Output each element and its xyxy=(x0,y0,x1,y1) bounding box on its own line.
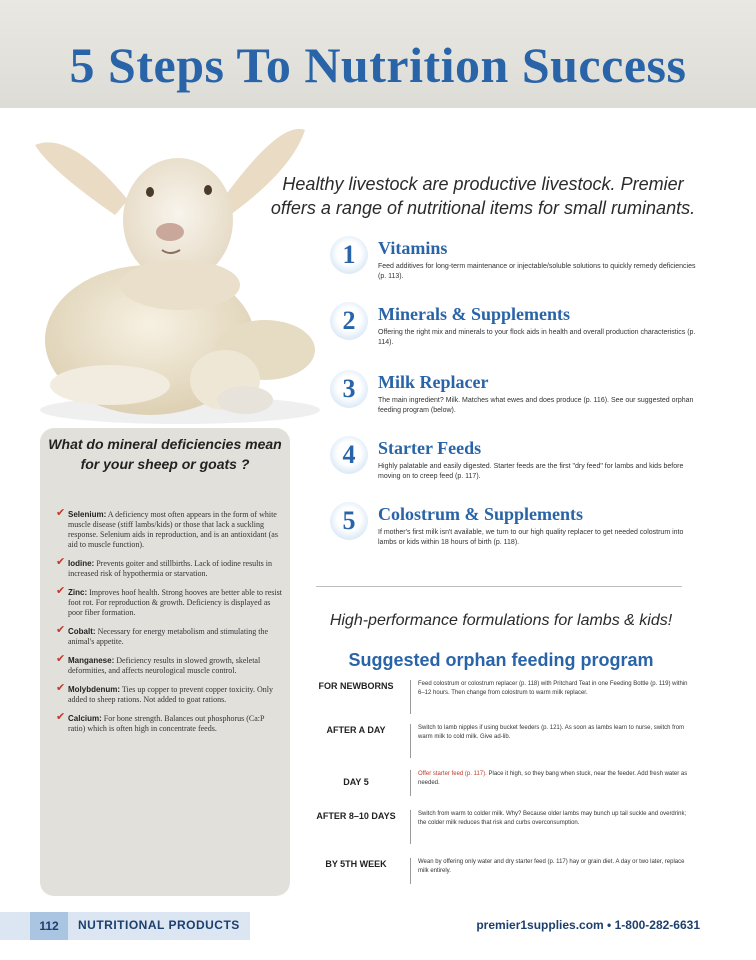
step-title: Minerals & Supplements xyxy=(378,304,571,324)
step-description: Offering the right mix and minerals to your flock aids in health and overall production characteristics (p. 114). xyxy=(378,329,696,346)
check-icon: ✔ xyxy=(56,652,66,665)
deficiency-item xyxy=(56,623,282,647)
step-description: Highly palatable and easily digested. Starter feeds are the first "dry feed" for lambs and kids before moving on to creep feed (p. 117). xyxy=(378,463,684,480)
mineral-description: Improves hoof health. Strong hooves are better able to resist foot rot. For reproduction & growth. Deficiency is displayed as poor fiber formation. xyxy=(68,588,282,617)
deficiency-item xyxy=(56,506,282,550)
deficiency-item xyxy=(56,555,282,579)
intro-text: Healthy livestock are productive livestock. Premier offers a range of nutritional items for small ruminants. xyxy=(270,174,696,218)
mineral-description: Necessary for energy metabolism and stimulating the animal's appetite. xyxy=(68,627,269,646)
step-description: If mother's first milk isn't available, we turn to our high quality replacer to get needed colostrum into lambs or kids within 18 hours of birth (p. 118). xyxy=(378,529,684,546)
mineral-description: Ties up copper to prevent copper toxicity. Only added to sheep rations. Not added to goat rations. xyxy=(68,685,274,704)
feeding-instructions: Switch from warm to colder milk. Why? Because older lambs may bunch up tail suckle and overdrink; the colder milk reduces that risk and curbs overconsumption. xyxy=(418,811,687,826)
mineral-name: Manganese: xyxy=(68,656,115,665)
deficiency-item xyxy=(56,652,282,676)
row-separator xyxy=(410,680,411,714)
mineral-description: Deficiency results in slowed growth, skeletal deformities, and affects neurological muscle control. xyxy=(68,656,261,675)
feeding-instructions: Switch to lamb nipples if using bucket feeders (p. 121). As soon as lambs learn to nurse, switch from warm milk to cold milk. Give ad-lib. xyxy=(418,725,685,740)
mineral-description: For bone strength. Balances out phosphorus (Ca:P ratio) which is often high in concentrate feeds. xyxy=(68,714,265,733)
feeding-stage-label: FOR NEWBORNS xyxy=(318,681,394,691)
step-title: Starter Feeds xyxy=(378,438,482,458)
mineral-name: Molybdenum: xyxy=(68,685,120,694)
row-separator xyxy=(410,810,411,844)
check-icon: ✔ xyxy=(56,584,66,597)
row-separator xyxy=(410,770,411,796)
mineral-name: Selenium: xyxy=(68,510,107,519)
check-icon: ✔ xyxy=(56,710,66,723)
mineral-description: Prevents goiter and stillbirths. Lack of iodine results in increased risk of hypothermia or starvation. xyxy=(68,559,272,578)
deficiency-item xyxy=(56,710,282,734)
feeding-instructions: Feed colostrum or colostrum replacer (p. 118) with Pritchard Teat in one Feeding Bottle (p. 119) within 6–12 hours. Then change from colostrum to warm milk replacer. xyxy=(418,681,688,696)
deficiency-title: What do mineral deficiencies mean for your sheep or goats ? xyxy=(48,436,282,472)
step-number: 5 xyxy=(330,502,368,540)
section-divider xyxy=(316,586,682,587)
feeding-highlight: Offer starter feed (p. 117). xyxy=(418,771,487,777)
feeding-instructions-rest: Place it high, so they bang when stuck, near the feeder. Add fresh water as needed. xyxy=(418,771,688,786)
lamb-illustration xyxy=(30,110,330,430)
row-separator xyxy=(410,724,411,758)
mineral-name: Zinc: xyxy=(68,588,88,597)
feeding-stage-label: DAY 5 xyxy=(343,777,369,787)
deficiency-item xyxy=(56,681,282,705)
feeding-stage-label: AFTER 8–10 DAYS xyxy=(316,811,396,821)
feeding-instructions xyxy=(418,770,688,788)
mineral-name: Iodine: xyxy=(68,559,95,568)
step-description: Feed additives for long-term maintenance or injectable/soluble solutions to quickly remedy deficiencies (p. 113). xyxy=(378,263,696,280)
feeding-program-title: Suggested orphan feeding program xyxy=(348,650,654,670)
check-icon: ✔ xyxy=(56,623,66,636)
mineral-description: A deficiency most often appears in the form of white muscle disease (stiff lambs/kids) or those that lack a suckling response. Selenium aids in reproduction, and is an antioxidant (as aid to muscle function). xyxy=(68,510,278,549)
feeding-instructions: Wean by offering only water and dry starter feed (p. 117) hay or grain diet. A day or two later, replace milk entirely. xyxy=(418,859,685,874)
step-number: 2 xyxy=(330,302,368,340)
high-performance-tagline: High-performance formulations for lambs & kids! xyxy=(329,612,673,629)
footer-section-name: NUTRITIONAL PRODUCTS xyxy=(78,918,240,932)
step-number: 4 xyxy=(330,436,368,474)
step-title: Vitamins xyxy=(378,238,448,258)
row-separator xyxy=(410,858,411,884)
check-icon: ✔ xyxy=(56,555,66,568)
deficiency-item xyxy=(56,584,282,618)
step-number: 1 xyxy=(330,236,368,274)
feeding-stage-label: AFTER A DAY xyxy=(326,725,386,735)
check-icon: ✔ xyxy=(56,506,66,519)
deficiency-list xyxy=(56,506,282,743)
mineral-name: Calcium: xyxy=(68,714,102,723)
step-description: The main ingredient? Milk. Matches what ewes and does produce (p. 116). See our suggested orphan feeding program (below). xyxy=(378,397,694,414)
step-number: 3 xyxy=(330,370,368,408)
step-title: Colostrum & Supplements xyxy=(378,504,584,524)
page-number: 112 xyxy=(30,912,68,940)
footer-contact[interactable]: premier1supplies.com • 1-800-282-6631 xyxy=(476,918,700,932)
feeding-stage-label: BY 5TH WEEK xyxy=(325,859,387,869)
check-icon: ✔ xyxy=(56,681,66,694)
mineral-name: Cobalt: xyxy=(68,627,96,636)
page-title: 5 Steps To Nutrition Success xyxy=(69,37,687,93)
step-title: Milk Replacer xyxy=(378,372,489,392)
